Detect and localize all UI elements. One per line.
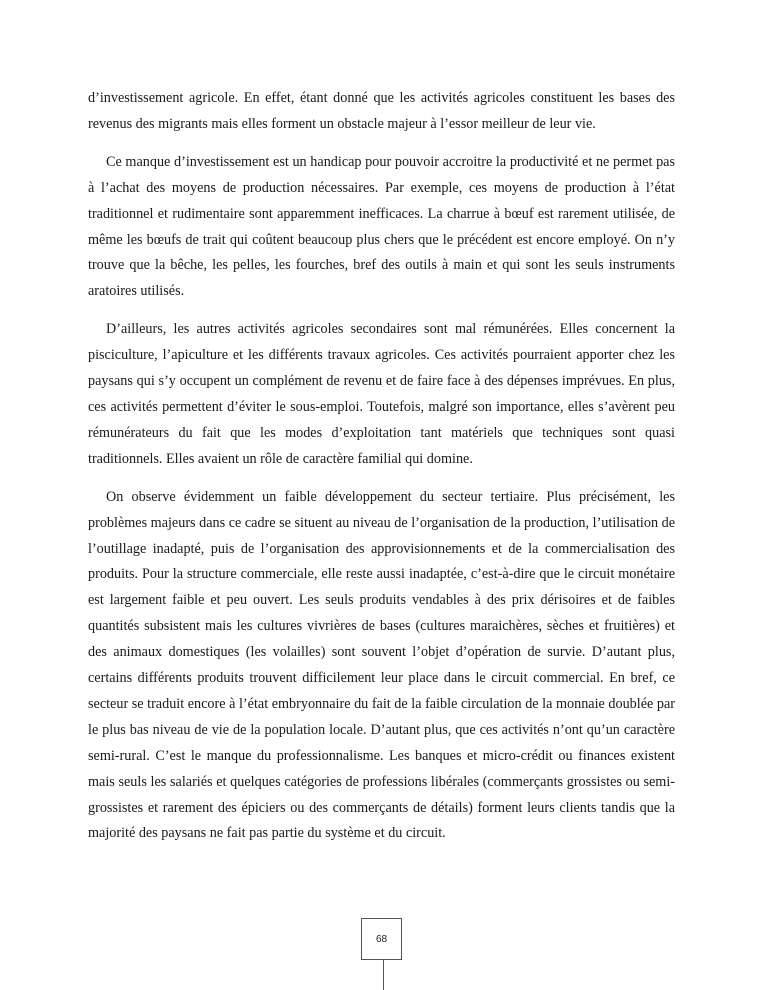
page-number: 68 [375,933,388,945]
paragraph-2: Ce manque d’investissement est un handicap pour pouvoir accroitre la productivité et ne permet pas à l’achat des moyens de production nécessaires. Par exemple, ces moyens de production à l’état traditionnel et rudimentaire sont apparemment inefficaces. La charrue à bœuf est rarement utilisée, de même les bœufs de trait qui coûtent beaucoup plus chers que le précédent est encore employé. On n’y trouve que la bêche, les pelles, les fourches, bref des outils à main et qui sont les seuls instruments aratoires utilisés. [88,153,675,300]
document-body [88,86,675,847]
paragraph-1: d’investissement agricole. En effet, étant donné que les activités agricoles constituent les bases des revenus des migrants mais elles forment un obstacle majeur à l’essor meilleur de leur vie. [88,90,675,132]
page-number-stem [383,960,384,990]
page-number-box [361,918,402,960]
paragraph-4: On observe évidemment un faible développement du secteur tertiaire. Plus précisément, les problèmes majeurs dans ce cadre se situent au niveau de l’organisation de la production, l’utilisation de l’outillage inadapté, puis de l’organisation des approvisionnements et de la commercialisation des produits. Pour la structure commerciale, elle reste aussi inadaptée, c’est-à-dire que le circuit monétaire est largement faible et peu ouvert. Les seuls produits vendables à des prix dérisoires et de faibles quantités subsistent mais les cultures vivrières de bases (cultures maraichères, sèches et fruitières) et des animaux domestiques (les volailles) sont souvent l’objet d’opération de survie. D’autant plus, certains différents produits trouvent difficilement leur place dans le circuit commercial. En bref, ce secteur se traduit encore à l’état embryonnaire du fait de la faible circulation de la monnaie doublée par le plus bas niveau de vie de la population locale. D’autant plus, que ces activités n’ont qu’un caractère semi-rural. C’est le manque du professionnalisme. Les banques et micro-crédit ou finances existent mais seuls les salariés et quelques catégories de professions libérales (commerçants grossistes ou semi-grossistes et rarement des épiciers ou des commerçants de détails) forment leurs clients tandis que la majorité des paysans ne fait pas partie du système et du circuit. [88,488,675,842]
paragraph-3: D’ailleurs, les autres activités agricoles secondaires sont mal rémunérées. Elles concernent la pisciculture, l’apiculture et les différents travaux agricoles. Ces activités pourraient apporter chez les paysans qui s’y occupent un complément de revenu et de faire face à des dépenses imprévues. En plus, ces activités permettent d’éviter le sous-emploi. Toutefois, malgré son importance, elles s’avèrent peu rémunérateurs du fait que les modes d’exploitation tant matériels que techniques sont quasi traditionnels. Elles avaient un rôle de caractère familial qui domine. [88,321,675,467]
